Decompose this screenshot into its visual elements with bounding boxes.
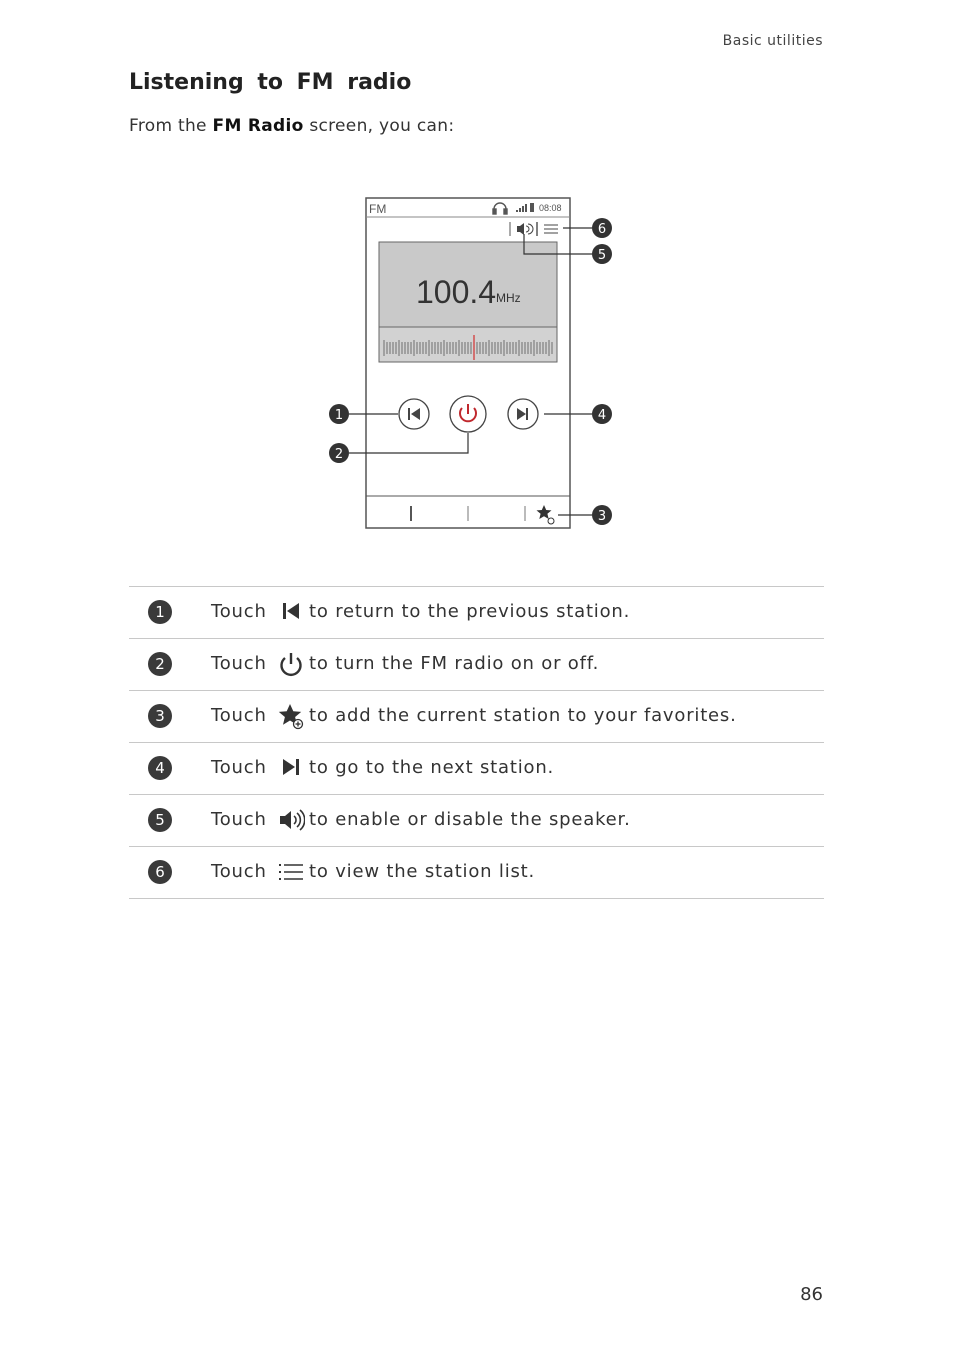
touch-label: Touch xyxy=(211,809,267,830)
power-icon xyxy=(277,650,305,678)
svg-text:2: 2 xyxy=(334,447,344,462)
row-description: to go to the next station. xyxy=(309,757,555,778)
table-row xyxy=(129,743,824,795)
intro-bold: FM Radio xyxy=(212,116,304,136)
favorite-add-icon xyxy=(277,702,305,730)
svg-text:5: 5 xyxy=(597,248,607,263)
controls-table xyxy=(129,586,824,899)
row-number: 4 xyxy=(148,756,172,780)
row-number: 2 xyxy=(148,652,172,676)
intro-prefix: From the xyxy=(129,116,213,136)
prev-station-button[interactable] xyxy=(399,399,429,429)
callout-marker-6 xyxy=(592,218,612,238)
row-description: to turn the FM radio on or off. xyxy=(309,653,600,674)
svg-text:4: 4 xyxy=(597,408,607,423)
touch-label: Touch xyxy=(211,757,267,778)
page-number: 86 xyxy=(800,1284,823,1305)
list-icon xyxy=(277,858,305,886)
table-row xyxy=(129,691,824,743)
previous-icon xyxy=(277,598,305,626)
speaker-icon xyxy=(277,806,305,834)
row-description: to enable or disable the speaker. xyxy=(309,809,631,830)
table-row xyxy=(129,587,824,639)
intro-paragraph xyxy=(129,116,454,136)
row-number: 3 xyxy=(148,704,172,728)
next-icon xyxy=(277,754,305,782)
touch-label: Touch xyxy=(211,861,267,882)
row-description: to view the station list. xyxy=(309,861,536,882)
battery-icon xyxy=(530,203,534,212)
row-number: 5 xyxy=(148,808,172,832)
touch-label: Touch xyxy=(211,705,267,726)
touch-label: Touch xyxy=(211,601,267,622)
intro-suffix: screen, you can: xyxy=(303,116,455,136)
svg-text:1: 1 xyxy=(334,408,344,423)
callout-marker-3 xyxy=(592,505,612,525)
fm-radio-screen-figure xyxy=(320,190,630,535)
power-button[interactable] xyxy=(450,396,486,432)
running-header: Basic utilities xyxy=(722,33,823,49)
page-title: Listening to FM radio xyxy=(129,70,412,95)
table-row xyxy=(129,639,824,691)
table-row xyxy=(129,795,824,847)
status-time: 08:08 xyxy=(539,203,562,213)
app-title: FM xyxy=(369,202,387,216)
svg-text:6: 6 xyxy=(597,222,607,237)
touch-label: Touch xyxy=(211,653,267,674)
callout-marker-2 xyxy=(329,443,349,463)
row-number: 6 xyxy=(148,860,172,884)
callout-marker-1 xyxy=(329,404,349,424)
row-number: 1 xyxy=(148,600,172,624)
row-description: to add the current station to your favorites. xyxy=(309,705,737,726)
callout-marker-5 xyxy=(592,244,612,264)
frequency-unit: MHz xyxy=(496,291,521,305)
svg-text:3: 3 xyxy=(597,509,607,524)
frequency-value: 100.4 xyxy=(416,274,497,310)
table-row xyxy=(129,847,824,899)
callout-marker-4 xyxy=(592,404,612,424)
next-station-button[interactable] xyxy=(508,399,538,429)
row-description: to return to the previous station. xyxy=(309,601,631,622)
